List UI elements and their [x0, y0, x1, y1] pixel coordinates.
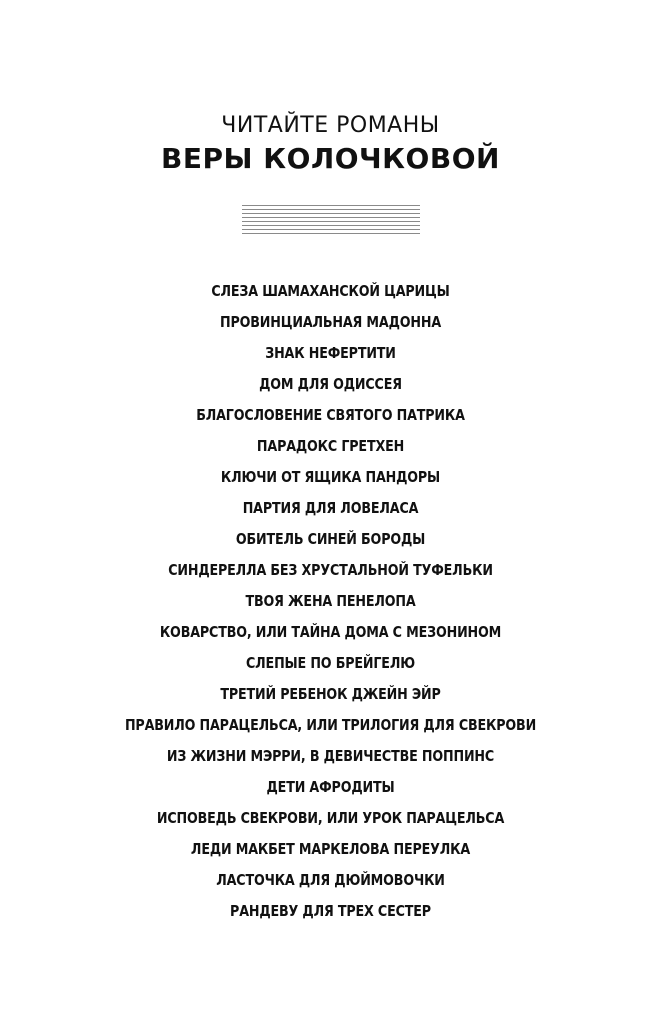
book-title: ДЕТИ АФРОДИТЫ	[266, 778, 395, 796]
book-title: КОВАРСТВО, ИЛИ ТАЙНА ДОМА С МЕЗОНИНОМ	[159, 623, 502, 641]
book-title: ЛАСТОЧКА ДЛЯ ДЮЙМОВОЧКИ	[216, 871, 445, 889]
series-heading: ЧИТАЙТЕ РОМАНЫ	[221, 113, 440, 138]
book-title: ОБИТЕЛЬ СИНЕЙ БОРОДЫ	[235, 530, 426, 548]
book-title: КЛЮЧИ ОТ ЯЩИКА ПАНДОРЫ	[220, 468, 441, 486]
book-title: СЛЕЗА ШАМАХАНСКОЙ ЦАРИЦЫ	[211, 282, 450, 300]
book-title-list	[0, 276, 661, 927]
book-title: ТРЕТИЙ РЕБЕНОК ДЖЕЙН ЭЙР	[220, 685, 441, 703]
author-name: ВЕРЫ КОЛОЧКОВОЙ	[161, 142, 500, 175]
book-title: СИНДЕРЕЛЛА БЕЗ ХРУСТАЛЬНОЙ ТУФЕЛЬКИ	[168, 561, 493, 579]
book-title: ЛЕДИ МАКБЕТ МАРКЕЛОВА ПЕРЕУЛКА	[190, 840, 471, 858]
book-title: ЗНАК НЕФЕРТИТИ	[265, 344, 396, 362]
book-title: ПАРТИЯ ДЛЯ ЛОВЕЛАСА	[242, 499, 419, 517]
book-title: ТВОЯ ЖЕНА ПЕНЕЛОПА	[245, 592, 416, 610]
book-title: ДОМ ДЛЯ ОДИССЕЯ	[259, 375, 402, 393]
book-title: ПРОВИНЦИАЛЬНАЯ МАДОННА	[219, 313, 442, 331]
book-title: ПРАВИЛО ПАРАЦЕЛЬСА, ИЛИ ТРИЛОГИЯ ДЛЯ СВЕКРОВИ	[124, 716, 537, 734]
book-title: ИЗ ЖИЗНИ МЭРРИ, В ДЕВИЧЕСТВЕ ПОППИНС	[166, 747, 495, 765]
book-title: РАНДЕВУ ДЛЯ ТРЕХ СЕСТЕР	[230, 902, 431, 920]
book-title: ИСПОВЕДЬ СВЕКРОВИ, ИЛИ УРОК ПАРАЦЕЛЬСА	[156, 809, 505, 827]
decorative-rule-ornament	[242, 205, 420, 234]
book-title: ПАРАДОКС ГРЕТХЕН	[256, 437, 405, 455]
book-title: БЛАГОСЛОВЕНИЕ СВЯТОГО ПАТРИКА	[196, 406, 465, 424]
book-title: СЛЕПЫЕ ПО БРЕЙГЕЛЮ	[246, 654, 415, 672]
